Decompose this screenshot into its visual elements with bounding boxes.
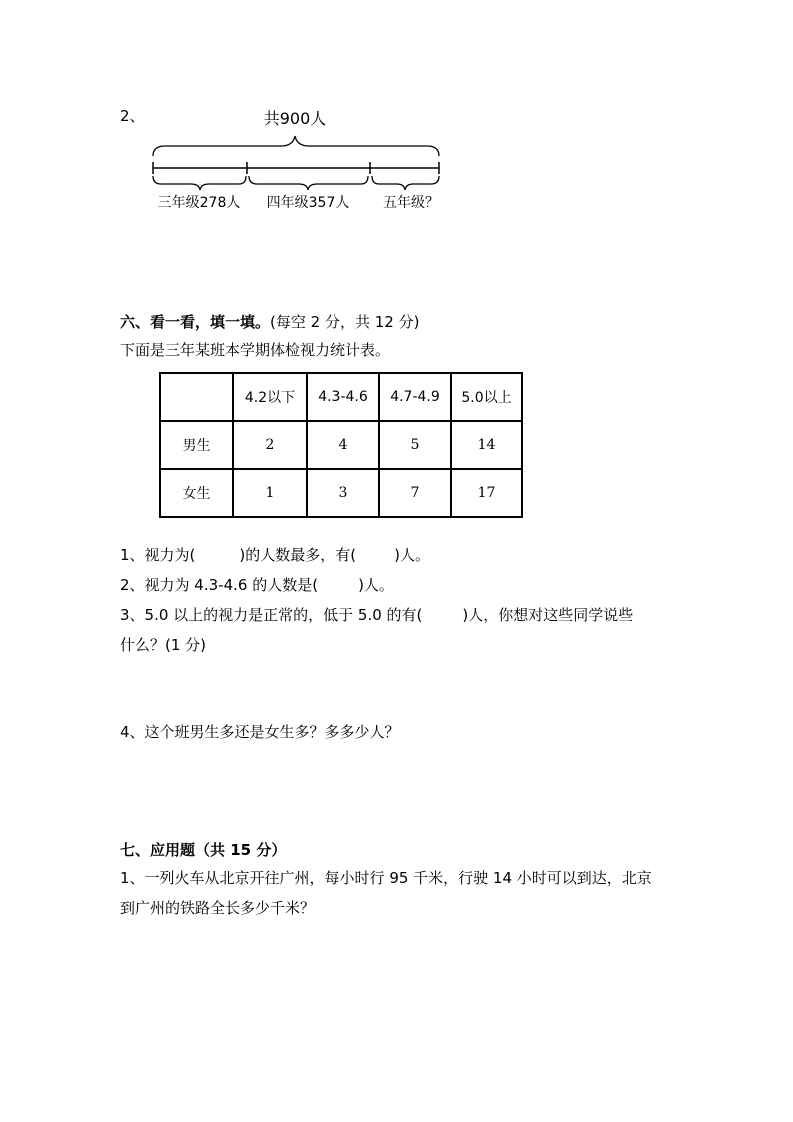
table-header-cell: 5.0以上 bbox=[451, 373, 522, 421]
question-text: )的人数最多，有( bbox=[239, 546, 357, 564]
diagram-total-label: 共900人 bbox=[263, 109, 327, 128]
table-header-cell bbox=[160, 373, 233, 421]
diagram-segment-label-3: 五年级？ bbox=[383, 195, 439, 211]
table-cell: 3 bbox=[307, 469, 379, 517]
table-cell: 14 bbox=[451, 421, 522, 469]
table-header-cell: 4.3-4.6 bbox=[307, 373, 379, 421]
question-text: 1、视力为( bbox=[120, 546, 196, 564]
table-header-cell: 4.2以下 bbox=[233, 373, 307, 421]
bottom-brace-grade5 bbox=[372, 176, 439, 190]
question-6-3-line2: 什么？(1 分) bbox=[120, 636, 207, 654]
section-6-title: 六、看一看，填一填。 bbox=[120, 313, 271, 331]
row-label: 女生 bbox=[160, 469, 233, 517]
section-6-points: (每空 2 分，共 12 分) bbox=[270, 313, 420, 331]
diagram-segment-label-2: 四年级357人 bbox=[266, 195, 350, 211]
question-text: )人。 bbox=[358, 576, 394, 594]
section-6-intro: 下面是三年某班本学期体检视力统计表。 bbox=[120, 341, 391, 359]
table-row bbox=[160, 421, 522, 469]
table-cell: 4 bbox=[307, 421, 379, 469]
question-2-number: 2、 bbox=[120, 107, 145, 125]
question-6-4: 4、这个班男生多还是女生多？多多少人？ bbox=[120, 723, 400, 741]
segment-diagram bbox=[145, 100, 455, 220]
table-header-row bbox=[160, 373, 522, 421]
table-header-cell: 4.7-4.9 bbox=[379, 373, 451, 421]
table-cell: 7 bbox=[379, 469, 451, 517]
table-cell: 1 bbox=[233, 469, 307, 517]
row-label: 男生 bbox=[160, 421, 233, 469]
bottom-brace-grade3 bbox=[153, 176, 246, 190]
question-text: )人，你想对这些同学说些 bbox=[462, 606, 634, 624]
diagram-segment-label-1: 三年级278人 bbox=[157, 195, 241, 211]
section-7-heading: 七、应用题（共 15 分） bbox=[120, 841, 287, 859]
bottom-brace-grade4 bbox=[249, 176, 368, 190]
question-6-2 bbox=[120, 575, 394, 595]
question-7-1-line1: 1、一列火车从北京开往广州，每小时行 95 千米，行驶 14 小时可以到达，北京 bbox=[120, 869, 652, 887]
question-text: )人。 bbox=[394, 546, 430, 564]
table-cell: 17 bbox=[451, 469, 522, 517]
question-6-3 bbox=[120, 605, 633, 625]
question-text: 3、5.0 以上的视力是正常的，低于 5.0 的有( bbox=[120, 606, 423, 624]
table-row bbox=[160, 469, 522, 517]
top-brace bbox=[153, 136, 439, 156]
table-cell: 5 bbox=[379, 421, 451, 469]
table-cell: 2 bbox=[233, 421, 307, 469]
question-text: 2、视力为 4.3-4.6 的人数是( bbox=[120, 576, 319, 594]
question-6-1 bbox=[120, 545, 430, 565]
section-6-heading bbox=[120, 311, 419, 332]
question-7-1-line2: 到广州的铁路全长多少千米？ bbox=[120, 899, 316, 917]
vision-statistics-table bbox=[159, 372, 523, 518]
